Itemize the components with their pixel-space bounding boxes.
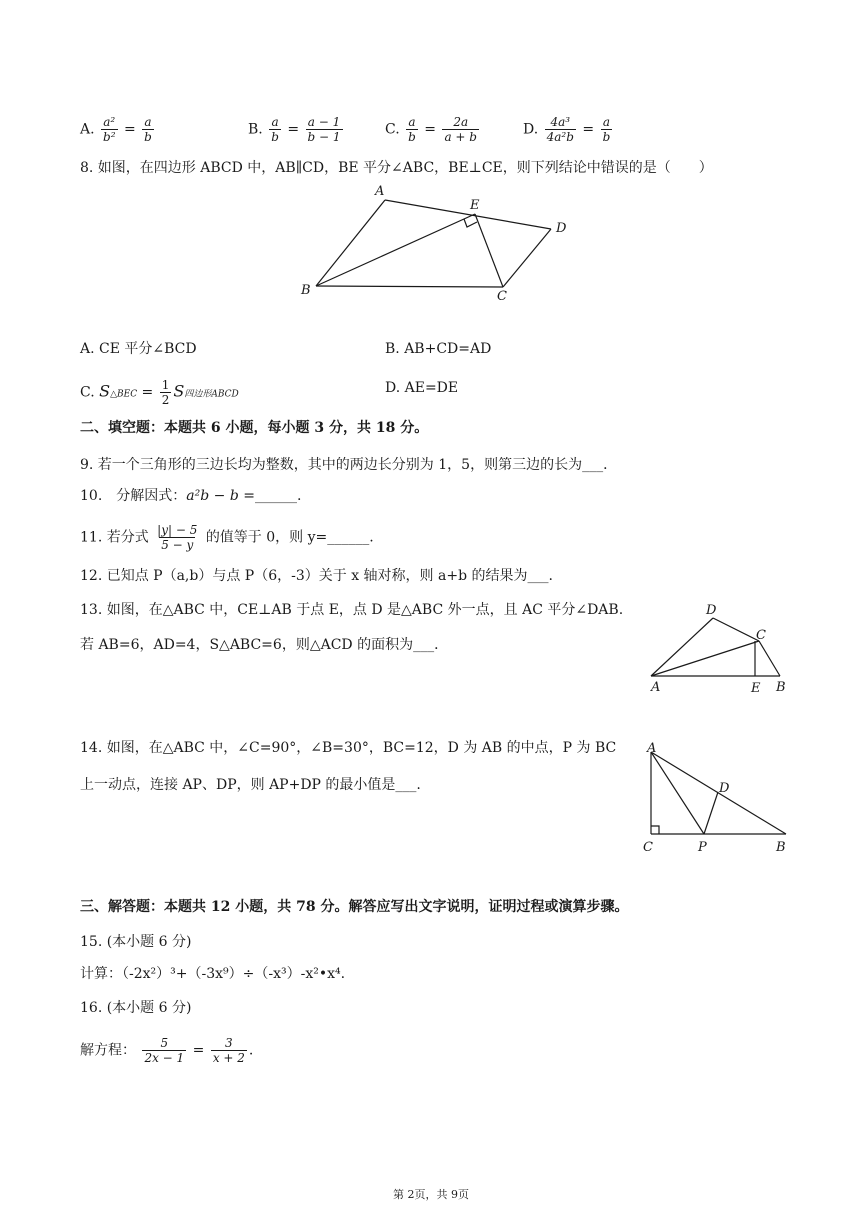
q14-label-a: A <box>647 741 657 756</box>
q15-head: 15. (本小题 6 分) <box>80 934 192 950</box>
q8-option-d: D. AE=DE <box>385 380 459 396</box>
q16-head: 16. (本小题 6 分) <box>80 1000 192 1016</box>
q9: 9. 若一个三角形的三边长均为整数，其中的两边长分别为 1，5，则第三边的长为___． <box>80 457 618 473</box>
fraction: $\frac{a - 1}{b - 1}$ <box>307 115 341 144</box>
q14-edge-ap <box>651 752 704 834</box>
q14-label-b: B <box>776 840 786 855</box>
fraction: $\frac{a}{b}$ <box>144 115 152 144</box>
q7-option-d: D. $\frac{\text{4a³}}{\text{4a²b}}$ = $\frac{a}{b}$ <box>523 115 611 144</box>
q8-label-b: B <box>301 283 311 298</box>
q8-label-e: E <box>470 198 480 213</box>
section-3-title: 三、解答题：本题共 12 小题，共 78 分。解答应写出文字说明，证明过程或演算步骤。 <box>80 899 629 915</box>
q13-label-b: B <box>776 680 786 695</box>
fraction: $\frac{1}{2}$ <box>161 378 170 407</box>
q7-option-b: B. $\frac{a}{b}$ = $\frac{a - 1}{b - 1}$ <box>248 115 341 144</box>
q14-label-d: D <box>719 781 730 796</box>
q13-label-d: D <box>706 603 717 618</box>
q8-option-c: C. S△BEC = $\frac{1}{2}$ S四边形ABCD <box>80 378 239 407</box>
fraction: $\frac{a}{b}$ <box>271 115 279 144</box>
fraction: $\frac{a}{b}$ <box>408 115 416 144</box>
section-2-title: 二、填空题：本题共 6 小题，每小题 3 分，共 18 分。 <box>80 420 429 436</box>
q14-label-p: P <box>698 840 707 855</box>
q8-option-b: B. AB+CD=AD <box>385 341 492 357</box>
q7-option-a: A. $\frac{\text{a²}}{\text{b²}}$ = $\frac{a}{b}$ <box>80 115 152 144</box>
fraction: $\frac{3}{x + 2}$ <box>212 1036 245 1065</box>
q13-line-2: 若 AB=6，AD=4，S△ABC=6，则△ACD 的面积为___． <box>80 637 449 653</box>
q15-body: 计算：（-2x²）³+（-3x⁹）÷（-x³）-x²•x⁴. <box>80 966 346 982</box>
q16-equation: 解方程： $\frac{5}{2x - 1}$ = $\frac{3}{x + 2}$ . <box>80 1036 254 1065</box>
q8-label-d: D <box>556 221 567 236</box>
fraction: $\frac{\text{4a³}}{\text{4a²b}}$ <box>546 115 574 144</box>
q8-option-a: A. CE 平分∠BCD <box>80 341 197 357</box>
fraction: $\frac{\text{a²}}{\text{b²}}$ <box>103 115 116 144</box>
q13-line-1: 13. 如图，在△ABC 中，CE⊥AB 于点 E，点 D 是△ABC 外一点，且 AC 平分∠DAB. <box>80 602 624 618</box>
q7-option-c: C. $\frac{a}{b}$ = $\frac{2a}{a + b}$ <box>385 115 477 144</box>
q8-label-a: A <box>375 184 385 199</box>
q14-edge-dp <box>704 792 718 834</box>
q14-label-c: C <box>643 840 653 855</box>
page-footer: 第 2页，共 9页 <box>393 1188 469 1201</box>
fraction: $\frac{5}{2x - 1}$ <box>144 1036 185 1065</box>
fraction: $\frac{|y| - 5}{5 - y}$ <box>157 523 198 552</box>
q13-label-a: A <box>651 680 661 695</box>
fraction: $\frac{2a}{a + b}$ <box>444 115 477 144</box>
q14-right-angle-mark <box>651 826 659 834</box>
q11: 11. 若分式 $\frac{|y| - 5}{5 - y}$ 的值等于 0，则 y=______. <box>80 523 374 552</box>
q14-line-1: 14. 如图，在△ABC 中，∠C=90°，∠B=30°，BC=12，D 为 AB 的中点，P 为 BC <box>80 740 617 756</box>
q14-line-2: 上一动点，连接 AP、DP，则 AP+DP 的最小值是___. <box>80 777 421 793</box>
q12: 12. 已知点 P（a,b）与点 P（6，-3）关于 x 轴对称，则 a+b 的结果为___. <box>80 568 553 584</box>
q13-label-c: C <box>756 628 766 643</box>
fraction: $\frac{a}{b}$ <box>602 115 611 144</box>
q13-label-e: E <box>751 681 761 696</box>
q10: 10. 分解因式：a²b − b =______. <box>80 488 302 504</box>
q8-stem: 8. 如图，在四边形 ABCD 中，AB∥CD，BE 平分∠ABC，BE⊥CE，则下列结论中错误的是（ ） <box>80 160 713 176</box>
q8-label-c: C <box>497 289 507 304</box>
